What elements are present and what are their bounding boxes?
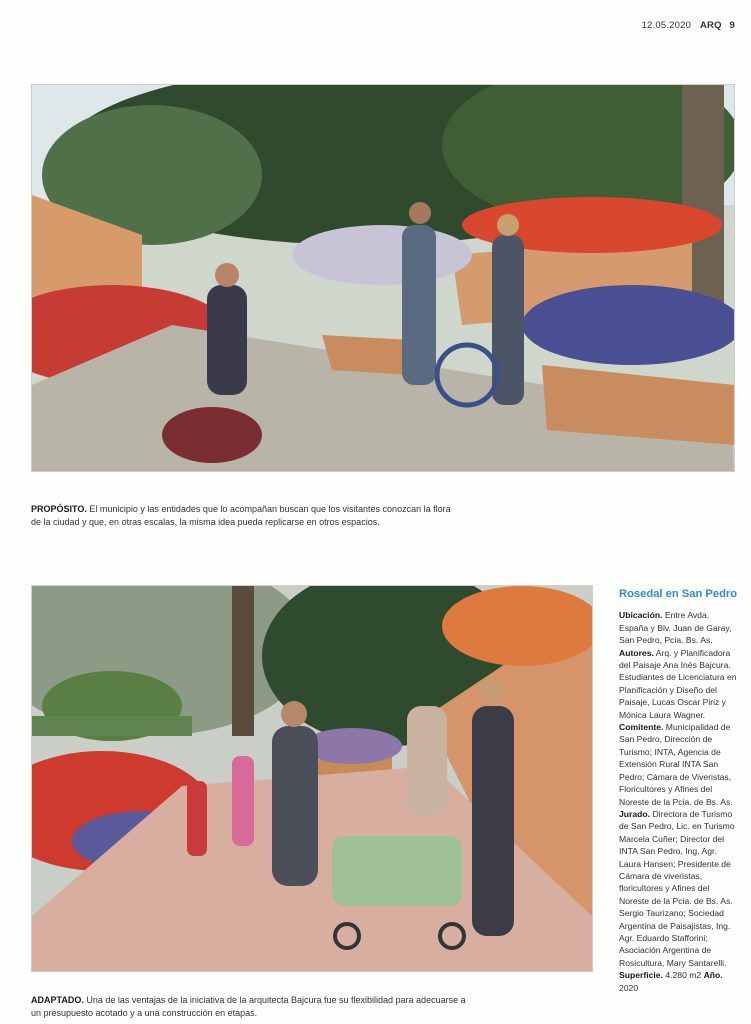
caption-lead: PROPÓSITO.	[31, 504, 87, 514]
project-fact-sheet	[619, 588, 737, 994]
garden-rendering-image	[31, 84, 735, 472]
fact-label-location: Ubicación.	[619, 610, 663, 621]
fact-value-jury: Directora de Turismo de San Pedro, Lic. en Turismo Marcela Cuñer; Director del INTA San Pedro, Ing. Agr. Laura Hansen; Presidente de Cámara de viveristas, floricultores y Afines del Noreste de la Pcia. de Bs. As. Sergio Taurizano; Sociedad Argentina de Paisajistas, Ing. Agr. Eduardo Stafforini; Asociación Argentina de Rosicultura, Mary Santarelli.	[619, 808, 735, 968]
fact-sheet-body	[619, 609, 737, 994]
fact-label-client: Comitente.	[619, 722, 664, 733]
photo-caption-1	[31, 503, 461, 529]
walkway-rendering-image	[31, 585, 593, 972]
fact-value-authors: Arq. y Planificadora del Paisaje Ana Inés Bajcura. Estudiantes de Licenciatura en Planificación y Diseño del Paisaje, Lucas Oscar Piriz y Mónica Laura Wagner.	[619, 647, 737, 720]
fact-sheet-title: Rosedal en San Pedro	[619, 588, 738, 600]
fact-value-location: Entre Avda. España y Blv. Juan de Garay, San Pedro, Pcia. Bs. As.	[619, 610, 732, 646]
section-name: ARQ	[699, 20, 722, 31]
fact-value-client: Municipalidad de San Pedro, Dirección de Turismo; INTA, Agencia de Extensión Rural INTA San Pedro; Cámara de Viveristas, Floricultores y Afines del Noreste de la Pcia. de Bs. As.	[619, 722, 733, 807]
fact-value-year: 2020	[619, 982, 639, 993]
photo-caption-2	[31, 994, 471, 1020]
fact-label-jury: Jurado.	[619, 808, 651, 819]
fact-value-area: 4.280 m2	[665, 970, 702, 981]
caption-text: El municipio y las entidades que lo acompañan buscan que los visitantes conozcan la flora de la ciudad y que, en otras escalas, la misma idea pueda replicarse en otros espacios.	[31, 504, 451, 527]
fact-label-area: Superficie.	[619, 970, 663, 981]
fact-label-year: Año.	[703, 970, 723, 981]
issue-date: 12.05.2020	[641, 20, 692, 31]
walkway-rendering-illustration	[32, 586, 592, 971]
caption-text: Una de las ventajas de la iniciativa de la arquitecta Bajcura fue su flexibilidad para adecuarse a un presupuesto acotado y a una construcción en etapas.	[31, 995, 466, 1018]
caption-lead: ADAPTADO.	[31, 995, 84, 1005]
fact-label-authors: Autores.	[619, 647, 654, 658]
page-header	[642, 20, 735, 31]
page-number: 9	[729, 20, 735, 31]
garden-rendering-illustration	[32, 85, 734, 471]
